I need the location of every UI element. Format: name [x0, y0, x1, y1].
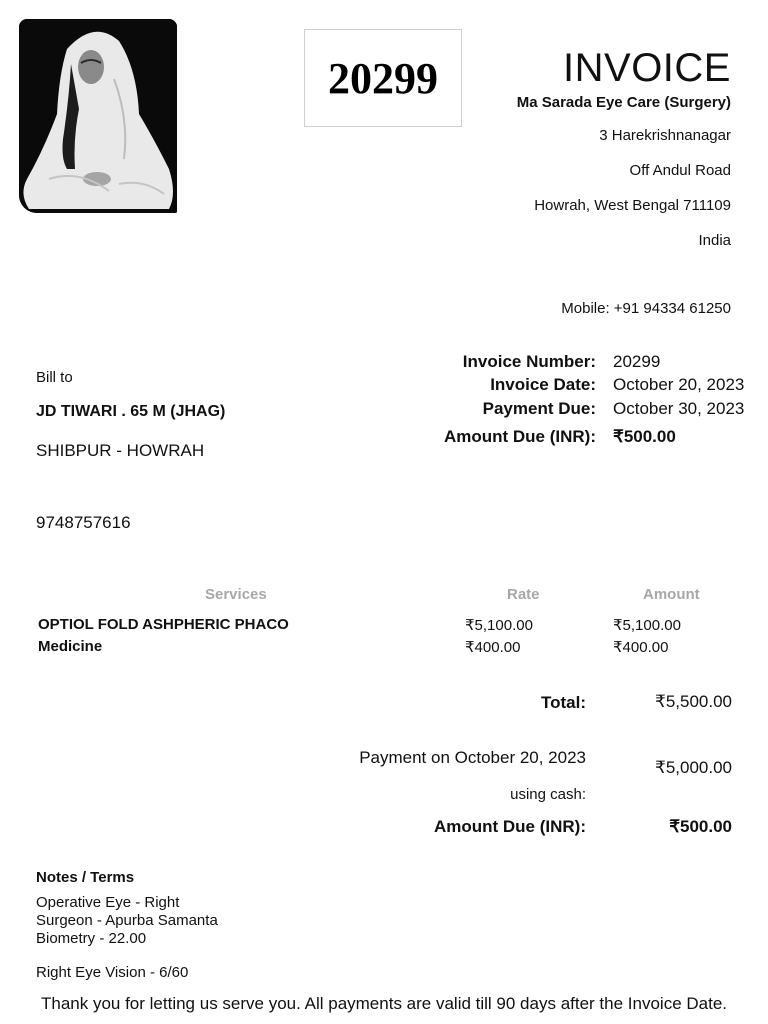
row-1-rate: ₹5,100.00 — [465, 617, 533, 634]
row-2-service: Medicine — [38, 638, 103, 655]
address-line-2: Off Andul Road — [629, 162, 731, 179]
invoice-title: INVOICE — [563, 46, 731, 90]
note-line-4: Right Eye Vision - 6/60 — [36, 964, 189, 981]
final-amount-due-label: Amount Due (INR): — [433, 817, 586, 836]
customer-phone: 9748757616 — [36, 513, 131, 532]
bill-to-label: Bill to — [36, 369, 73, 386]
business-photo — [19, 19, 177, 213]
payment-value: ₹5,000.00 — [655, 758, 732, 777]
amount-due-value: ₹500.00 — [613, 427, 676, 446]
business-name: Ma Sarada Eye Care (Surgery) — [516, 94, 731, 111]
business-mobile: Mobile: +91 94334 61250 — [561, 300, 731, 317]
notes-title: Notes / Terms — [36, 869, 135, 886]
address-line-3: Howrah, West Bengal 711109 — [534, 197, 731, 214]
row-1-amount: ₹5,100.00 — [613, 617, 681, 634]
rate-header: Rate — [507, 586, 540, 603]
customer-name: JD TIWARI . 65 M (JHAG) — [36, 403, 226, 420]
payment-due-value: October 30, 2023 — [613, 399, 745, 418]
amount-header: Amount — [643, 586, 700, 603]
payment-due-label: Payment Due: — [482, 399, 596, 418]
address-line-4: India — [698, 232, 731, 249]
row-2-amount: ₹400.00 — [613, 639, 669, 656]
invoice-date-label: Invoice Date: — [490, 375, 596, 394]
invoice-number-box — [304, 29, 462, 127]
final-amount-due-value: ₹500.00 — [669, 817, 732, 836]
row-2-rate: ₹400.00 — [465, 639, 521, 656]
payment-method: using cash: — [510, 786, 586, 803]
total-label: Total: — [540, 693, 586, 712]
payment-label: Payment on October 20, 2023 — [359, 748, 586, 767]
total-value: ₹5,500.00 — [655, 692, 732, 711]
invoice-number-label: Invoice Number: — [462, 352, 596, 371]
invoice-date-value: October 20, 2023 — [613, 375, 745, 394]
portrait-image — [19, 19, 177, 213]
note-line-2: Surgeon - Apurba Samanta — [36, 912, 218, 929]
address-line-1: 3 Harekrishnanagar — [599, 127, 731, 144]
row-1-service: OPTIOL FOLD ASHPHERIC PHACO — [38, 616, 289, 633]
note-line-3: Biometry - 22.00 — [36, 930, 147, 947]
customer-address: SHIBPUR - HOWRAH — [36, 441, 205, 460]
amount-due-label: Amount Due (INR): — [443, 427, 596, 446]
invoice-number-large: 20299 — [328, 53, 438, 103]
services-header: Services — [205, 586, 267, 603]
footer-message: Thank you for letting us serve you. All payments are valid till 90 days after the Invoice Date. — [40, 994, 728, 1013]
note-line-1: Operative Eye - Right — [36, 894, 180, 911]
invoice-number-value: 20299 — [613, 352, 661, 371]
